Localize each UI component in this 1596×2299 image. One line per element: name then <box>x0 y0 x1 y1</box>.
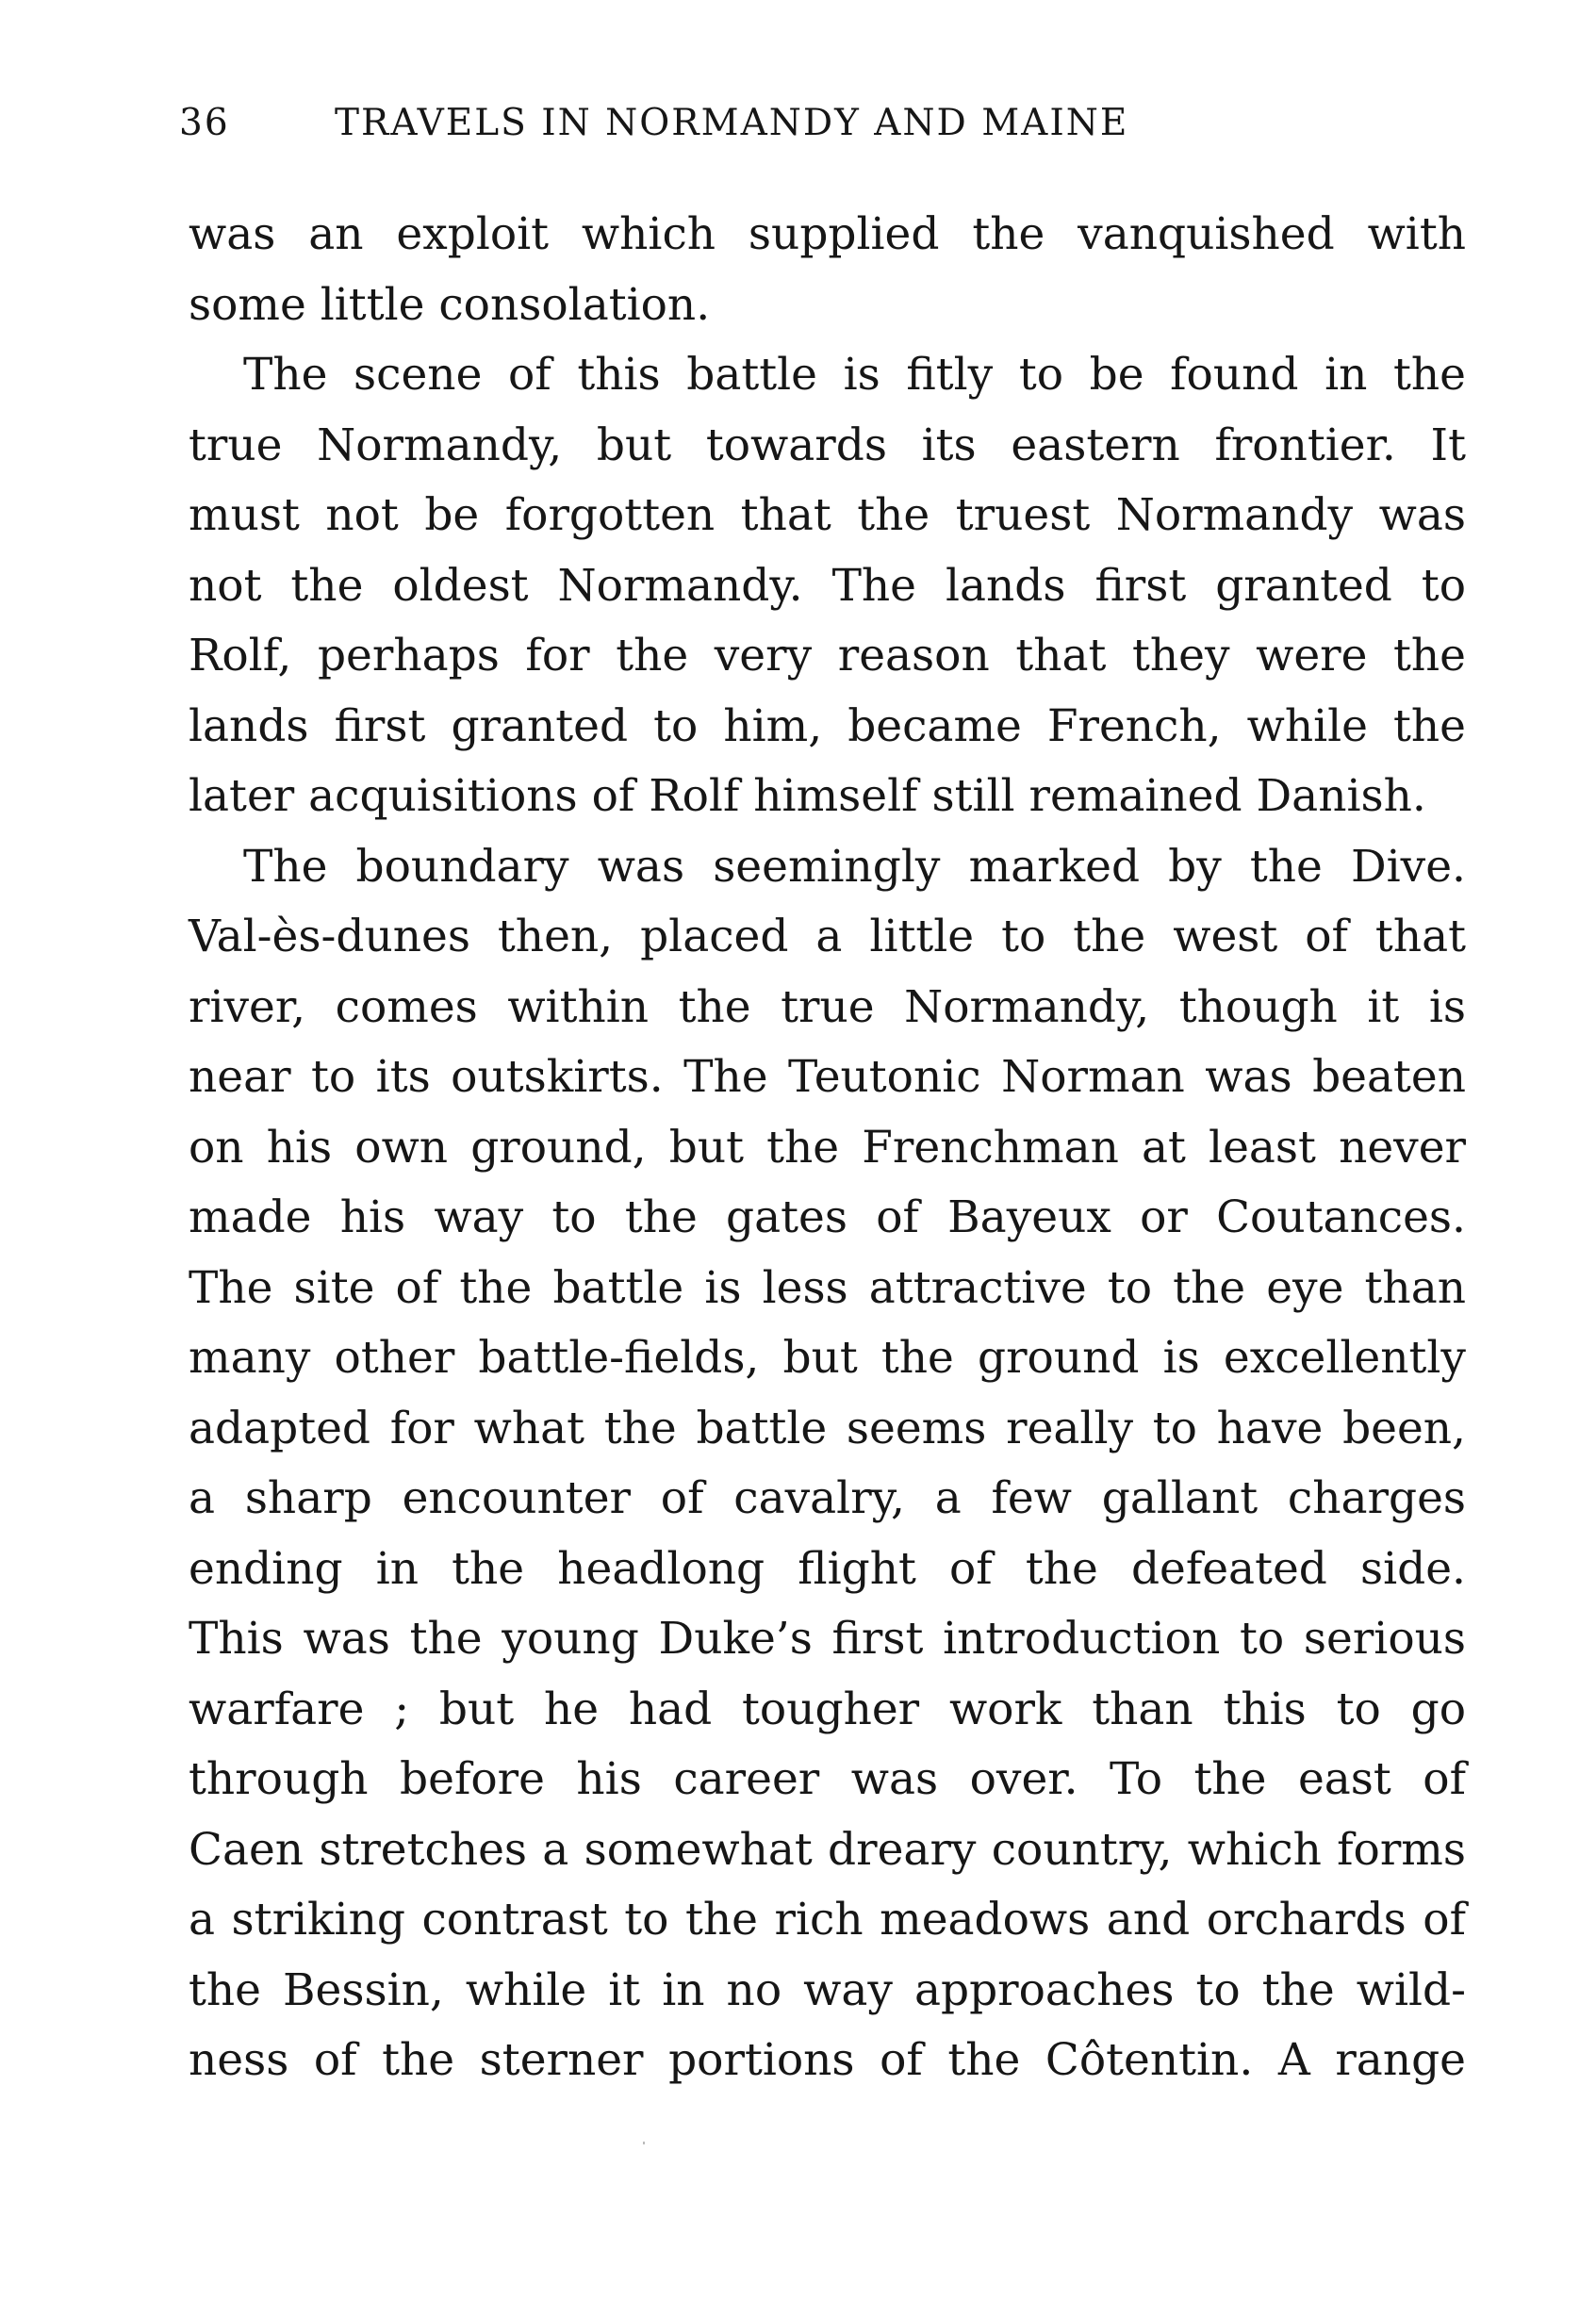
body-text <box>189 200 1466 2096</box>
text-line: adapted for what the battle seems really to have been, <box>189 1402 1466 1454</box>
page-number: 36 <box>179 102 230 144</box>
text-line: the Bessin, while it in no way approaches to the wild- <box>189 1963 1466 2016</box>
text-line: ness of the sterner portions of the Côtentin. A range <box>189 2034 1466 2086</box>
text-line: The site of the battle is less attractive to the eye than <box>189 1261 1466 1314</box>
text-line: true Normandy, but towards its eastern frontier. It <box>189 419 1466 471</box>
text-line: lands first granted to him, became French, while the <box>189 699 1466 752</box>
running-head <box>179 102 1310 158</box>
text-line: This was the young Duke’s first introduction to serious <box>189 1613 1466 1665</box>
text-line: a sharp encounter of cavalry, a few gallant charges <box>189 1472 1466 1524</box>
running-title: TRAVELS IN NORMANDY AND MAINE <box>335 102 1129 144</box>
text-line: a striking contrast to the rich meadows and orchards of <box>189 1894 1466 1946</box>
text-line: Caen stretches a somewhat dreary country, which forms <box>189 1823 1466 1876</box>
text-line: Rolf, perhaps for the very reason that they were the <box>189 630 1466 681</box>
text-line: ending in the headlong flight of the defeated side. <box>189 1542 1466 1595</box>
text-line: The boundary was seemingly marked by the Dive. <box>243 840 1466 893</box>
text-line: later acquisitions of Rolf himself still remained Danish. <box>189 770 1426 822</box>
text-line: not the oldest Normandy. The lands first granted to <box>189 559 1466 612</box>
text-line: through before his career was over. To the east of <box>189 1753 1466 1805</box>
text-line: made his way to the gates of Bayeux or Coutances. <box>189 1191 1466 1243</box>
text-line: was an exploit which supplied the vanquished with <box>189 208 1466 260</box>
text-line: must not be forgotten that the truest Normandy was <box>189 489 1466 541</box>
text-line: near to its outskirts. The Teutonic Norman was beaten <box>189 1051 1466 1103</box>
text-line: warfare ; but he had tougher work than this to go <box>189 1683 1466 1735</box>
text-line: river, comes within the true Normandy, though it is <box>189 980 1466 1033</box>
print-speck <box>643 2142 645 2144</box>
text-line: on his own ground, but the Frenchman at least never <box>189 1121 1466 1174</box>
text-line: some little consolation. <box>189 278 711 331</box>
text-line: many other battle-fields, but the ground is excellently <box>189 1332 1466 1384</box>
text-line: The scene of this battle is fitly to be found in the <box>243 349 1466 401</box>
text-line: Val-ès-dunes then, placed a little to the west of that <box>189 911 1466 962</box>
